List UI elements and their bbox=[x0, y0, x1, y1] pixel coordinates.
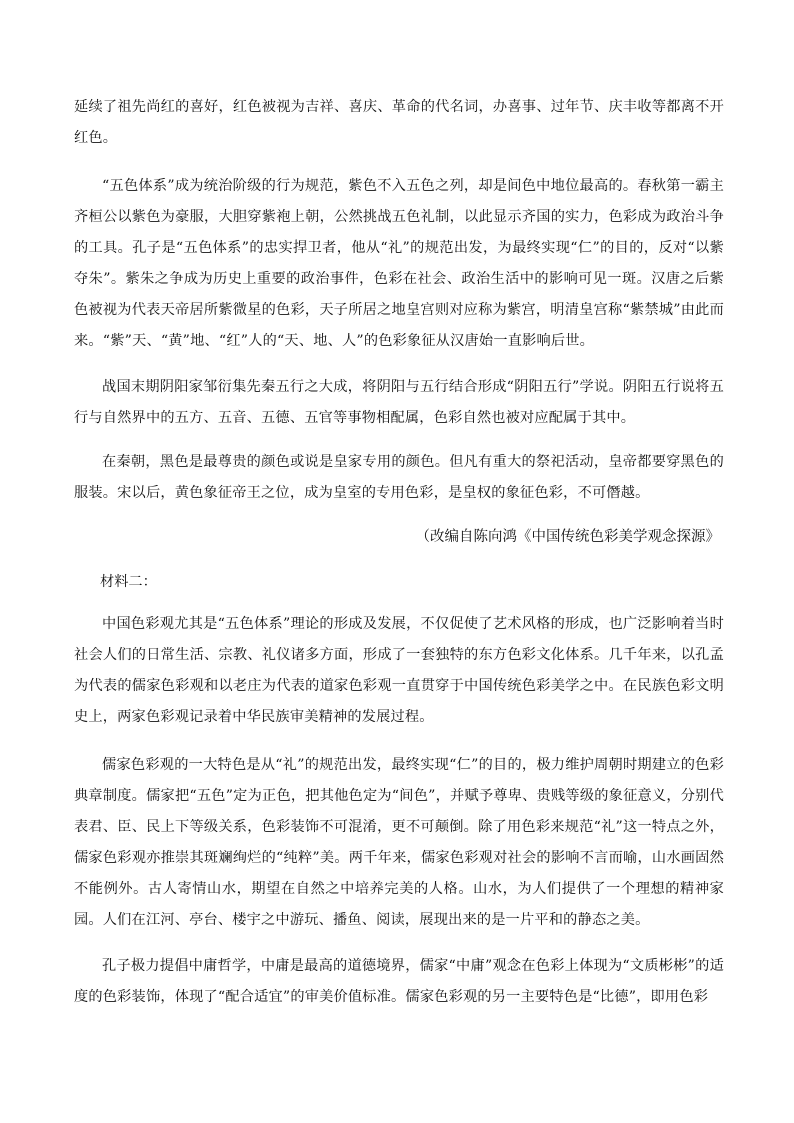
paragraph-black-and-yellow: 在秦朝，黑色是最尊贵的颜色或说是皇家专用的颜色。但凡有重大的祭祀活动，皇帝都要穿黑色的服装。宋以后，黄色象征帝王之位，成为皇室的专用色彩，是皇权的象征色彩，不可僭越。 bbox=[74, 454, 724, 501]
paragraph-doctrine-of-mean: 孔子极力提倡中庸哲学，中庸是最高的道德境界，儒家“中庸”观念在色彩上体现为“文质彬彬”的适度的色彩装饰，体现了“配合适宜”的审美价值标准。儒家色彩观的另一主要特色是“比德”，即用色彩 bbox=[74, 958, 724, 1005]
paragraph-confucian-color-view: 儒家色彩观的一大特色是从“礼”的规范出发，最终实现“仁”的目的，极力维护周朝时期建立的色彩典章制度。儒家把“五色”定为正色，把其他色定为“间色”，并赋予尊卑、贵贱等级的象征意义，分别代表君、臣、民上下等级关系，色彩装饰不可混淆，更不可颠倒。除了用色彩来规范“礼”这一特点之外，儒家色彩观亦推崇其斑斓绚烂的“纯粹”美。两千年来，儒家色彩观对社会的影响不言而喻，山水画固然不能例外。古人寄情山水，期望在自然之中培养完美的人格。山水，为人们提供了一个理想的精神家园。人们在江河、亭台、楼宇之中游玩、播鱼、阅读，展现出来的是一片平和的静态之美。 bbox=[74, 757, 724, 928]
material-2-heading: 材料二： bbox=[100, 574, 157, 590]
paragraph-purple-color: “五色体系”成为统治阶级的行为规范，紫色不入五色之列，却是间色中地位最高的。春秋第一霸主齐桓公以紫色为豪服，大胆穿紫袍上朝，公然挑战五色礼制，以此显示齐国的实力，色彩成为政治斗争的工具。孔子是“五色体系”的忠实捍卫者，他从“礼”的规范出发，为最终实现“仁”的目的，反对“以紫夺朱”。紫朱之争成为历史上重要的政治事件，色彩在社会、政治生活中的影响可见一斑。汉唐之后紫色被视为代表天帝居所紫微星的色彩，天子所居之地皇宫则对应称为紫宫，明清皇宫称“紫禁城”由此而来。“紫”天、“黄”地、“红”人的“天、地、人”的色彩象征从汉唐始一直影响后世。 bbox=[74, 178, 724, 349]
paragraph-yin-yang-five-elements: 战国末期阴阳家邹衍集先秦五行之大成，将阴阳与五行结合形成“阴阳五行”学说。阴阳五行说将五行与自然界中的五方、五音、五德、五官等事物相配属，色彩自然也被对应配属于其中。 bbox=[74, 379, 724, 426]
paragraph-red-tradition: 延续了祖先尚红的喜好，红色被视为吉祥、喜庆、革命的代名词，办喜事、过年节、庆丰收等都离不开红色。 bbox=[74, 99, 724, 146]
paragraph-color-culture-system: 中国色彩观尤其是“五色体系”理论的形成及发展，不仅促使了艺术风格的形成，也广泛影响着当时社会人们的日常生活、宗教、礼仪诸多方面，形成了一套独特的东方色彩文化体系。几千年来，以孔孟为代表的儒家色彩观和以老庄为代表的道家色彩观一直贯穿于中国传统色彩美学之中。在民族色彩文明史上，两家色彩观记录着中华民族审美精神的发展过程。 bbox=[74, 616, 724, 725]
source-citation: （改编自陈向鸿《中国传统色彩美学观念探源》 bbox=[415, 529, 720, 545]
